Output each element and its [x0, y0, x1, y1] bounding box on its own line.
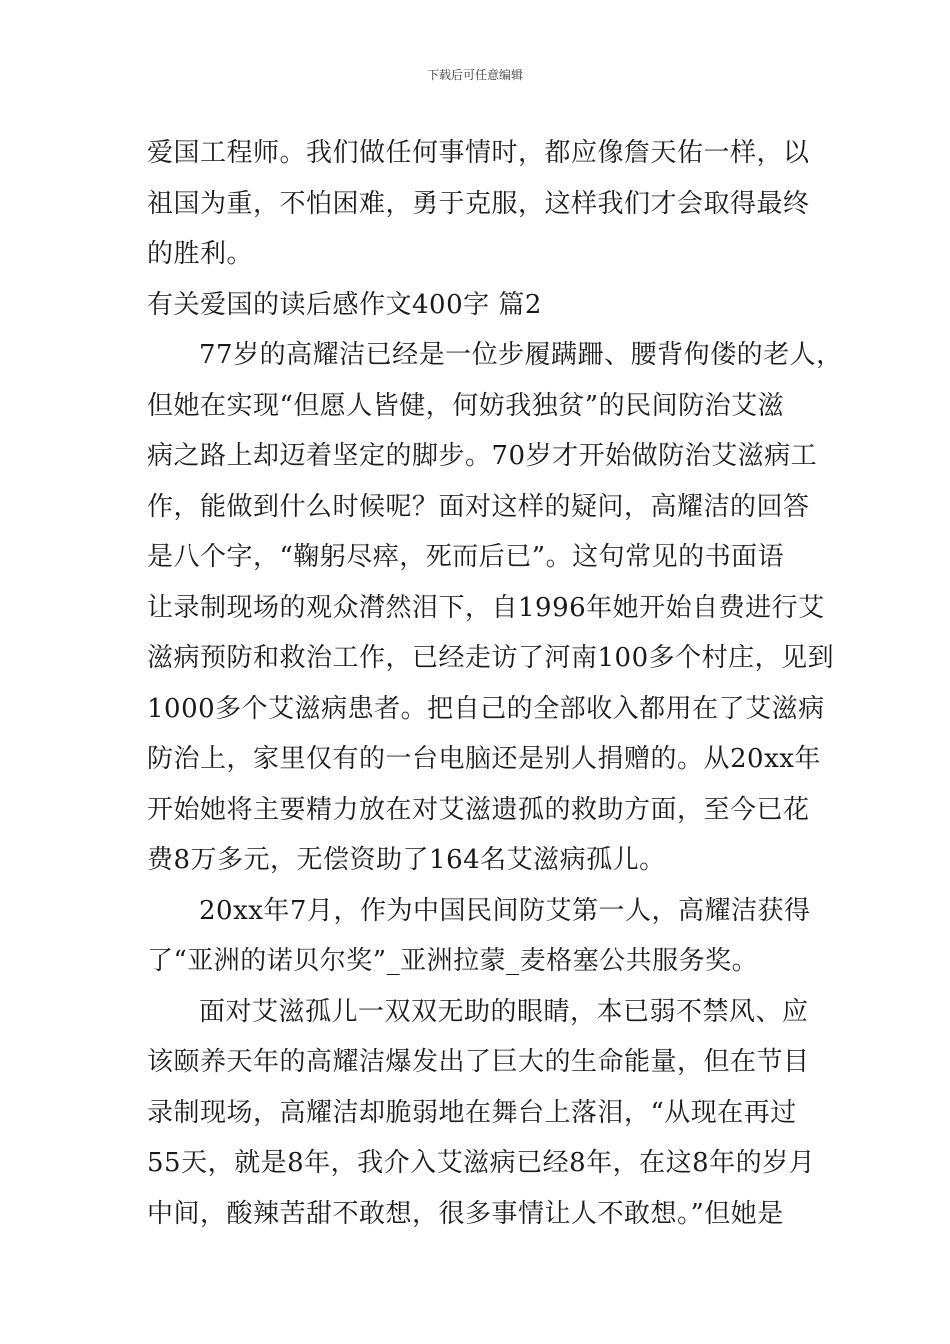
text-line: 费8万多元，无偿资助了164名艾滋病孤儿。	[147, 845, 666, 875]
text-line: 了“亚洲的诺贝尔奖”_亚洲拉蒙_麦格塞公共服务奖。	[147, 946, 759, 976]
text-line: 1000多个艾滋病患者。把自己的全部收入都用在了艾滋病	[147, 693, 825, 724]
text-line: 让录制现场的观众潸然泪下，自1996年她开始自费进行艾	[147, 592, 825, 623]
text-line: 77岁的高耀洁已经是一位步履蹒跚、腰背佝偻的老人，	[199, 340, 843, 370]
text-line: 但她在实现“但愿人皆健，何妨我独贫”的民间防治艾滋	[147, 390, 785, 421]
text-line: 有关爱国的读后感作文400字 篇2	[147, 289, 542, 320]
page-header: 下载后可任意编辑	[426, 68, 523, 82]
section-heading	[147, 280, 817, 331]
text-line: 开始她将主要精力放在对艾滋遗孤的救助方面，至今已花	[147, 794, 810, 825]
text-line: 55天，就是8年，我介入艾滋病已经8年，在这8年的岁月	[147, 1148, 816, 1178]
paragraph	[147, 128, 817, 280]
paragraph	[147, 330, 843, 886]
text-line: 防治上，家里仅有的一台电脑还是别人捐赠的。从20xx年	[147, 744, 821, 774]
text-line: 20xx年7月，作为中国民间防艾第一人，高耀洁获得	[199, 895, 811, 926]
text-line: 录制现场，高耀洁却脆弱地在舞台上落泪，“从现在再过	[147, 1097, 797, 1128]
text-line: 滋病预防和救治工作，已经走访了河南100多个村庄，见到	[147, 643, 835, 673]
text-line: 爱国工程师。我们做任何事情时，都应像詹天佑一样，以	[147, 138, 810, 168]
text-line: 的胜利。	[147, 239, 254, 269]
text-line: 作，能做到什么时候呢？面对这样的疑问，高耀洁的回答	[147, 491, 810, 522]
paragraph	[147, 987, 817, 1240]
paragraph	[147, 886, 817, 987]
text-line: 祖国为重，不怕困难，勇于克服，这样我们才会取得最终	[147, 188, 810, 219]
text-line: 中间，酸辣苦甜不敢想，很多事情让人不敢想。”但她是	[147, 1198, 784, 1229]
text-line: 病之路上却迈着坚定的脚步。70岁才开始做防治艾滋病工	[147, 441, 818, 471]
text-line: 是八个字，“鞠躬尽瘁，死而后已”。这句常见的书面语	[147, 542, 785, 572]
text-line: 面对艾滋孤儿一双双无助的眼睛，本已弱不禁风、应	[199, 996, 809, 1027]
text-line: 该颐养天年的高耀洁爆发出了巨大的生命能量，但在节目	[147, 1047, 810, 1077]
document-body	[147, 128, 843, 1239]
